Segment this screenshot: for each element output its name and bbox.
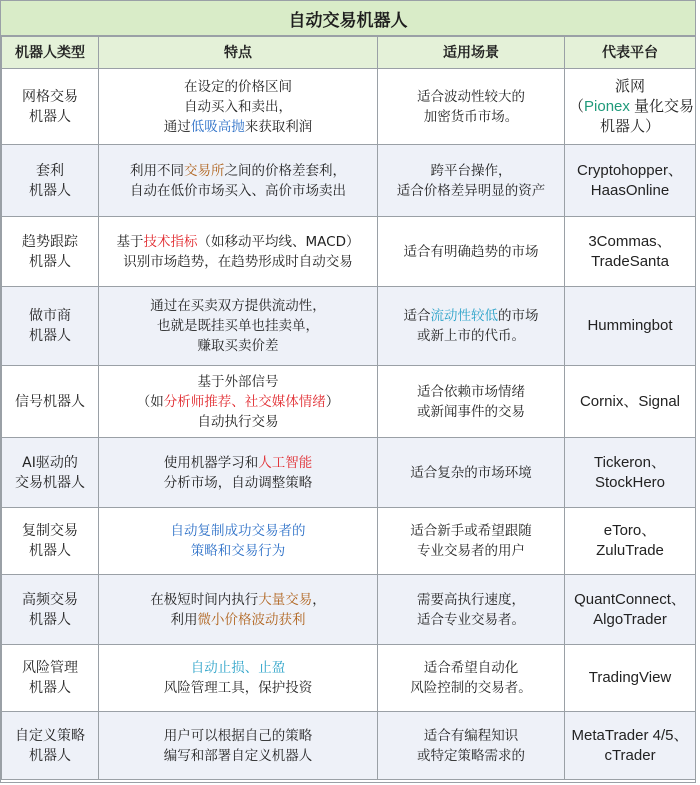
cell-text: 派网	[614, 77, 645, 95]
cell-text: TradeSanta	[591, 252, 669, 270]
table-row	[2, 575, 696, 645]
scenario-line	[382, 521, 560, 541]
cell-text: 也就是既挂买单也挂卖单，	[157, 318, 319, 334]
cell-text: 机器人	[29, 182, 71, 199]
cell-robot-type	[2, 217, 99, 287]
features-line	[103, 412, 373, 432]
scenario-line	[382, 326, 560, 346]
features-line	[103, 541, 373, 561]
cell-features	[99, 69, 378, 145]
cell-scenario	[378, 287, 565, 366]
cell-platform	[565, 508, 696, 575]
cell-text: 适合希望自动化	[423, 660, 519, 676]
cell-text: （如	[136, 393, 164, 410]
header-features: 特点	[99, 37, 378, 69]
cell-text: Cryptohopper、	[577, 161, 683, 179]
cell-text: ZuluTrade	[596, 542, 664, 559]
scenario-line	[382, 161, 560, 181]
cell-text: 风险管理工具，保护投资	[163, 680, 313, 696]
scenario-line	[382, 541, 560, 561]
features-line	[103, 97, 373, 117]
cell-text: 自动在低价市场买入、高价市场卖出	[130, 182, 346, 199]
scenario-line	[382, 107, 560, 127]
cell-text: 适合依赖市场情绪	[417, 383, 525, 400]
header-platform: 代表平台	[565, 37, 696, 69]
cell-robot-type	[2, 508, 99, 575]
robot-type-line	[6, 453, 94, 473]
cell-text: AI驱动的	[22, 454, 78, 471]
features-line	[103, 473, 373, 493]
features-line	[103, 252, 373, 272]
scenario-line	[382, 590, 560, 610]
cell-text: 机器人	[29, 747, 71, 764]
scenario-line	[382, 726, 560, 746]
cell-platform	[565, 438, 696, 508]
cell-robot-type	[2, 287, 99, 366]
robot-type-line	[6, 107, 94, 127]
cell-text: 分析市场，自动调整策略	[163, 474, 313, 491]
cell-platform	[565, 287, 696, 366]
cell-text: 来获取利润	[244, 118, 313, 135]
scenario-line	[382, 463, 560, 483]
cell-text: 加密货币市场。	[423, 108, 519, 125]
table-row	[2, 145, 696, 217]
cell-text: 机器人	[29, 253, 71, 270]
cell-text: 自定义策略	[15, 727, 85, 744]
platform-line	[569, 316, 691, 336]
cell-scenario	[378, 145, 565, 217]
platform-line	[569, 392, 691, 412]
cell-text: cTrader	[604, 746, 656, 764]
robot-type-line	[6, 678, 94, 698]
cell-text: 赚取买卖价差	[197, 338, 279, 354]
cell-text: 机器人	[29, 108, 71, 125]
cell-text: 趋势跟踪	[22, 233, 78, 250]
cell-text: （	[569, 97, 585, 115]
cell-robot-type	[2, 645, 99, 712]
robot-type-line	[6, 658, 94, 678]
scenario-line	[382, 746, 560, 766]
cell-text: ，	[312, 591, 326, 608]
scenario-line	[382, 678, 560, 698]
highlight-text: 技术指标	[143, 233, 198, 250]
table-row	[2, 217, 696, 287]
cell-features	[99, 287, 378, 366]
cell-text: 机器人	[29, 680, 71, 696]
cell-text: 自动买入和卖出，	[184, 98, 292, 115]
cell-text: 机器人	[29, 328, 71, 344]
cell-text: 利用不同	[130, 162, 184, 179]
platform-line	[569, 590, 691, 610]
cell-text: 高频交易	[22, 591, 78, 608]
cell-text: 量化交易	[629, 97, 695, 115]
cell-text: 基于外部信号	[197, 373, 279, 390]
header-type: 机器人类型	[2, 37, 99, 69]
robot-type-line	[6, 232, 94, 252]
highlight-text: 人工智能	[258, 454, 313, 471]
cell-features	[99, 217, 378, 287]
features-line	[103, 77, 373, 97]
features-line	[103, 296, 373, 316]
scenario-line	[382, 402, 560, 422]
cell-text: 信号机器人	[15, 393, 85, 410]
platform-line	[569, 610, 691, 630]
cell-platform	[565, 145, 696, 217]
cell-text: 通过	[163, 118, 191, 135]
cell-scenario	[378, 438, 565, 508]
header-scenario: 适用场景	[378, 37, 565, 69]
platform-line	[569, 726, 691, 746]
cell-text: 交易机器人	[15, 474, 85, 491]
cell-scenario	[378, 712, 565, 780]
table-row	[2, 366, 696, 438]
robot-type-line	[6, 726, 94, 746]
features-line	[103, 316, 373, 336]
cell-text: 适合有编程知识	[423, 727, 519, 744]
features-line	[103, 372, 373, 392]
robot-type-line	[6, 326, 94, 346]
cell-text: 或特定策略需求的	[417, 747, 525, 764]
cell-scenario	[378, 366, 565, 438]
platform-line	[569, 453, 691, 473]
scenario-line	[382, 242, 560, 262]
cell-text: 在设定的价格区间	[184, 78, 292, 95]
cell-text: 机器人）	[599, 117, 660, 135]
features-line	[103, 658, 373, 678]
features-line	[103, 336, 373, 356]
cell-platform	[565, 69, 696, 145]
cell-text: 风险控制的交易者。	[410, 680, 532, 696]
cell-scenario	[378, 645, 565, 712]
cell-text: AlgoTrader	[593, 610, 667, 628]
scenario-line	[382, 87, 560, 107]
cell-text: 适合专业交易者。	[417, 611, 525, 628]
cell-text: 或新上市的代币。	[417, 328, 525, 344]
robot-type-line	[6, 590, 94, 610]
robot-type-line	[6, 473, 94, 493]
cell-text: eToro、	[603, 522, 657, 539]
features-line	[103, 726, 373, 746]
cell-features	[99, 645, 378, 712]
cell-robot-type	[2, 438, 99, 508]
platform-line	[569, 232, 691, 252]
robot-type-line	[6, 521, 94, 541]
features-line	[103, 590, 373, 610]
table-row	[2, 287, 696, 366]
cell-platform	[565, 366, 696, 438]
cell-text: 跨平台操作，	[430, 162, 512, 179]
cell-text: TradingView	[588, 669, 672, 686]
cell-text: ）	[325, 393, 340, 410]
cell-text: 风险管理	[22, 660, 78, 676]
table-body	[2, 69, 696, 780]
cell-text: 机器人	[29, 611, 71, 628]
cell-text: 机器人	[29, 543, 71, 559]
cell-text: 3Commas、	[588, 232, 672, 250]
highlight-text: 交易所	[184, 162, 225, 179]
cell-text: 之间的价格差套利，	[224, 162, 346, 179]
robot-type-line	[6, 541, 94, 561]
cell-text: 需要高执行速度，	[417, 591, 525, 608]
table-row	[2, 645, 696, 712]
table-row	[2, 69, 696, 145]
robot-type-line	[6, 87, 94, 107]
cell-text: StockHero	[594, 473, 666, 491]
highlight-text: 低吸高抛	[190, 118, 245, 135]
table-row	[2, 438, 696, 508]
platform-line	[569, 668, 691, 688]
platform-line	[569, 97, 695, 117]
table-row	[2, 508, 696, 575]
cell-text: （如移动平均线、MACD）	[197, 233, 360, 250]
cell-text: 的市场	[498, 308, 539, 324]
cell-text: 自动执行交易	[197, 413, 279, 430]
cell-features	[99, 438, 378, 508]
table-title: 自动交易机器人	[1, 1, 695, 36]
cell-text: MetaTrader 4/5、	[571, 726, 689, 744]
robot-type-line	[6, 392, 94, 412]
features-line	[103, 610, 373, 630]
cell-text: 或新闻事件的交易	[417, 403, 525, 420]
cell-text: 套利	[36, 162, 64, 179]
platform-line	[569, 161, 691, 181]
robot-type-line	[6, 181, 94, 201]
cell-text: 适合价格差异明显的资产	[396, 182, 546, 199]
highlight-text: Pionex	[584, 97, 630, 115]
cell-text: 使用机器学习和	[163, 454, 259, 471]
features-line	[103, 181, 373, 201]
highlight-text: 自动止损、止盈	[190, 660, 286, 676]
cell-robot-type	[2, 145, 99, 217]
cell-text: 适合新手或希望跟随	[410, 523, 532, 539]
header-row	[2, 37, 696, 69]
platform-line	[569, 252, 691, 272]
highlight-text: 大量交易	[258, 591, 313, 608]
cell-scenario	[378, 508, 565, 575]
cell-platform	[565, 217, 696, 287]
cell-text: Tickeron、	[594, 453, 666, 471]
platform-line	[569, 473, 691, 493]
scenario-line	[382, 610, 560, 630]
features-line	[103, 392, 373, 412]
robot-type-line	[6, 746, 94, 766]
cell-text: Cornix、Signal	[579, 392, 681, 410]
cell-scenario	[378, 69, 565, 145]
highlight-text: 流动性较低	[430, 308, 498, 324]
robot-type-line	[6, 161, 94, 181]
cell-text: Hummingbot	[587, 317, 673, 334]
highlight-text: 策略和交易行为	[190, 543, 286, 559]
scenario-line	[382, 658, 560, 678]
robot-type-line	[6, 252, 94, 272]
cell-features	[99, 712, 378, 780]
platform-line	[569, 77, 691, 97]
platform-line	[569, 746, 691, 766]
cell-platform	[565, 575, 696, 645]
cell-text: 适合复杂的市场环境	[410, 464, 532, 481]
platform-line	[569, 521, 691, 541]
features-line	[103, 746, 373, 766]
platform-line	[569, 541, 691, 561]
features-line	[103, 453, 373, 473]
scenario-line	[382, 306, 560, 326]
cell-text: 专业交易者的用户	[417, 543, 525, 559]
cell-text: 通过在买卖双方提供流动性，	[150, 298, 326, 314]
cell-text: QuantConnect、	[574, 590, 686, 608]
highlight-text: 分析师推荐、社交媒体情绪	[163, 393, 326, 410]
highlight-text: 自动复制成功交易者的	[170, 523, 306, 539]
table-row	[2, 712, 696, 780]
cell-features	[99, 508, 378, 575]
highlight-text: 微小价格波动获利	[197, 611, 306, 628]
cell-text: 识别市场趋势，在趋势形成时自动交易	[123, 253, 353, 270]
cell-robot-type	[2, 366, 99, 438]
scenario-line	[382, 181, 560, 201]
features-line	[103, 117, 373, 137]
cell-text: 利用	[170, 611, 198, 628]
cell-text: 基于	[116, 233, 144, 250]
cell-text: HaasOnline	[590, 181, 670, 199]
platform-line	[569, 117, 691, 137]
cell-robot-type	[2, 575, 99, 645]
features-line	[103, 678, 373, 698]
scenario-line	[382, 382, 560, 402]
cell-text: 适合	[403, 308, 431, 324]
cell-platform	[565, 645, 696, 712]
cell-text: 适合有明确趋势的市场	[403, 243, 539, 260]
features-line	[103, 161, 373, 181]
cell-text: 复制交易	[22, 523, 78, 539]
features-line	[103, 521, 373, 541]
robot-type-line	[6, 610, 94, 630]
cell-features	[99, 145, 378, 217]
cell-platform	[565, 712, 696, 780]
cell-robot-type	[2, 712, 99, 780]
cell-scenario	[378, 575, 565, 645]
cell-text: 编写和部署自定义机器人	[163, 747, 313, 764]
cell-text: 适合波动性较大的	[417, 88, 525, 105]
cell-text: 网格交易	[22, 88, 78, 105]
robot-type-line	[6, 306, 94, 326]
cell-text: 用户可以根据自己的策略	[163, 727, 313, 744]
cell-text: 做市商	[29, 308, 71, 324]
cell-scenario	[378, 217, 565, 287]
comparison-table	[1, 36, 696, 780]
features-line	[103, 232, 373, 252]
cell-features	[99, 575, 378, 645]
cell-text: 在极短时间内执行	[150, 591, 259, 608]
platform-line	[569, 181, 691, 201]
cell-features	[99, 366, 378, 438]
cell-robot-type	[2, 69, 99, 145]
